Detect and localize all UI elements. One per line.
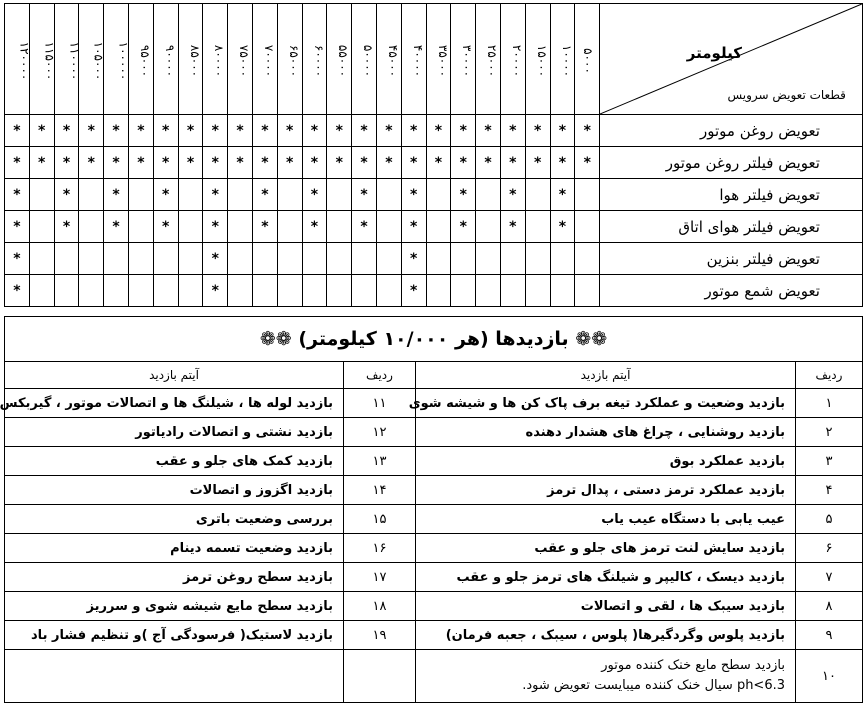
empty-cell [54,243,79,275]
service-mark: * [550,147,575,179]
inspection-item: بازدید وضعیت تسمه دینام [5,534,344,563]
service-row [5,211,863,243]
service-row [5,115,863,147]
service-mark: * [302,147,327,179]
service-mark: * [500,179,525,211]
service-mark: * [426,115,451,147]
km-value: ۱۵۰۰۰ [534,44,549,77]
service-schedule-table [4,3,863,307]
row-number: ۷ [796,563,863,592]
empty-cell [79,179,104,211]
service-mark: * [203,211,228,243]
km-column-header [29,4,57,115]
empty-cell [476,179,501,211]
empty-cell [228,275,253,307]
service-mark: * [104,115,129,147]
km-column-header [352,4,377,115]
service-row [5,243,863,275]
service-row [5,147,863,179]
empty-cell [327,179,352,211]
row-number: ۹ [796,621,863,650]
service-mark: * [550,115,575,147]
km-value: ۱۰۵۰۰۰ [91,41,106,80]
inspection-row [5,447,863,476]
km-column-header [550,4,575,115]
km-value: ۱۲۰۰۰۰ [17,41,32,80]
empty-cell [228,179,253,211]
km-column-header [79,4,104,115]
service-mark: * [451,211,476,243]
service-mark: * [525,147,550,179]
km-value: ۷۰۰۰۰ [262,44,277,77]
service-mark: * [5,179,30,211]
service-mark: * [327,115,352,147]
km-value: ۳۵۰۰۰ [435,44,450,77]
left-row-header: ردیف [344,362,416,389]
empty-cell [426,211,451,243]
empty-cell [352,243,377,275]
service-mark: * [228,115,253,147]
service-mark: * [500,211,525,243]
inspection-row [5,563,863,592]
service-mark: * [54,179,79,211]
service-mark: * [401,115,426,147]
service-mark: * [525,115,550,147]
km-value: ۳۰۰۰۰ [460,44,475,77]
inspection-item [416,650,796,703]
service-mark: * [550,179,575,211]
empty-cell [525,179,550,211]
empty-cell [79,243,104,275]
service-mark: * [451,115,476,147]
empty-cell [525,243,550,275]
service-mark: * [277,147,302,179]
service-mark: * [401,147,426,179]
km-column-header [54,4,79,115]
empty-cell [29,211,54,243]
service-mark: * [203,275,228,307]
inspection-item: بازدید وضعیت و عملکرد تیغه برف پاک کن ها و شیشه شوی [416,389,796,418]
empty-cell [29,275,54,307]
service-row [5,275,863,307]
empty-cell [376,243,401,275]
inspection-row [5,592,863,621]
km-value: ۶۰۰۰۰ [311,44,326,77]
empty-cell [344,650,416,703]
service-mark: * [401,243,426,275]
empty-cell [153,275,178,307]
service-mark: * [376,147,401,179]
service-mark: * [178,115,203,147]
inspection-row [5,534,863,563]
empty-cell [128,179,153,211]
service-mark: * [153,211,178,243]
inspection-row [5,476,863,505]
service-mark: * [79,115,104,147]
service-mark: * [451,147,476,179]
km-column-header [376,4,401,115]
service-mark: * [5,243,30,275]
km-value: ۸۵۰۰۰ [187,44,202,77]
row-number: ۱۹ [344,621,416,650]
km-value: ۹۵۰۰۰ [138,44,153,77]
empty-cell [575,275,600,307]
service-mark: * [426,147,451,179]
service-mark: * [401,275,426,307]
inspection-item: بازدید سیبک ها ، لقی و اتصالات [416,592,796,621]
inspection-row [5,621,863,650]
service-mark: * [451,179,476,211]
service-mark: * [277,115,302,147]
km-column-header [476,4,501,115]
row-number: ۱۷ [344,563,416,592]
empty-cell [128,275,153,307]
empty-cell [575,179,600,211]
km-value: ۱۰۰۰۰ [559,44,574,77]
empty-cell [476,275,501,307]
service-mark: * [153,147,178,179]
empty-cell [327,243,352,275]
km-column-header [525,4,550,115]
inspection-item-line: بازدید سطح مایع خنک کننده موتور [601,658,785,673]
service-label: تعویض روغن موتور [600,115,863,147]
km-column-header [128,4,153,115]
km-column-header [327,4,352,115]
service-mark: * [252,211,277,243]
service-mark: * [29,147,54,179]
km-column-header [302,4,327,115]
empty-cell [277,243,302,275]
empty-cell [54,275,79,307]
km-column-header [451,4,476,115]
km-value: ۴۵۰۰۰ [386,44,401,77]
service-mark: * [302,115,327,147]
empty-cell [178,243,203,275]
inspection-row [5,418,863,447]
service-row [5,179,863,211]
service-mark: * [5,211,30,243]
empty-cell [79,275,104,307]
inspection-item: بازدید روشنایی ، چراغ های هشدار دهنده [416,418,796,447]
service-mark: * [54,147,79,179]
km-column-header [228,4,253,115]
service-mark: * [352,179,377,211]
km-value: ۵۰۰۰ [581,47,596,74]
service-mark: * [352,211,377,243]
empty-cell [277,211,302,243]
service-label: تعویض شمع موتور [600,275,863,307]
row-number: ۲ [796,418,863,447]
service-mark: * [5,275,30,307]
row-number: ۳ [796,447,863,476]
empty-cell [29,179,54,211]
service-mark: * [352,115,377,147]
empty-cell [476,211,501,243]
empty-cell [575,243,600,275]
empty-cell [153,243,178,275]
empty-cell [277,275,302,307]
service-mark: * [203,179,228,211]
empty-cell [327,275,352,307]
service-mark: * [575,115,600,147]
empty-cell [327,211,352,243]
km-header-row [5,4,863,115]
service-mark: * [54,211,79,243]
service-label: تعویض فیلتر بنزین [600,243,863,275]
km-column-header [575,4,600,115]
empty-cell [376,211,401,243]
km-value: ۵۵۰۰۰ [336,44,351,77]
empty-cell [500,243,525,275]
inspection-item: بازدید نشتی و اتصالات رادیاتور [5,418,344,447]
empty-cell [575,211,600,243]
inspection-item: بازدید لاستیک( فرسودگی آج )و تنظیم فشار باد [5,621,344,650]
km-value: ۸۰۰۰۰ [212,44,227,77]
right-row-header: ردیف [796,362,863,389]
empty-cell [29,243,54,275]
service-mark: * [401,211,426,243]
empty-cell [426,179,451,211]
inspection-item: بازدید کمک های جلو و عقب [5,447,344,476]
service-mark: * [302,179,327,211]
service-mark: * [575,147,600,179]
km-value: ۹۰۰۰۰ [162,44,177,77]
empty-cell [128,211,153,243]
km-column-header [500,4,525,115]
km-column-header [178,4,203,115]
service-mark: * [153,115,178,147]
inspection-item: بازدید دیسک ، کالیپر و شیلنگ های ترمز جلو و عقب [416,563,796,592]
service-mark: * [203,243,228,275]
service-mark: * [29,115,54,147]
empty-cell [277,179,302,211]
service-mark: * [228,147,253,179]
row-number: ۱۸ [344,592,416,621]
service-mark: * [476,115,501,147]
service-label: تعویض فیلتر هوای اتاق [600,211,863,243]
service-mark: * [401,179,426,211]
inspection-item: بازدید عملکرد بوق [416,447,796,476]
inspection-item: بازدید لوله ها ، شیلنگ ها و اتصالات موتور ، گیربکس [5,389,344,418]
km-column-header [277,4,302,115]
service-mark: * [203,115,228,147]
service-mark: * [500,115,525,147]
service-mark: * [203,147,228,179]
service-mark: * [79,147,104,179]
service-mark: * [476,147,501,179]
empty-cell [376,275,401,307]
km-value: ۲۵۰۰۰ [485,44,500,77]
km-value: ۱۱۵۰۰۰ [42,41,57,80]
service-mark: * [327,147,352,179]
row-number: ۵ [796,505,863,534]
service-mark: * [252,115,277,147]
row-number: ۱۶ [344,534,416,563]
row-number: ۱۰ [796,650,863,703]
row-number: ۴ [796,476,863,505]
service-mark: * [376,115,401,147]
right-item-header: آیتم بازدید [416,362,796,389]
km-value: ۵۰۰۰۰ [361,44,376,77]
empty-cell [79,211,104,243]
service-mark: * [54,115,79,147]
empty-cell [352,275,377,307]
service-mark: * [104,211,129,243]
service-mark: * [5,115,30,147]
inspection-item: بازدید پلوس وگردگیرها( پلوس ، سیبک ، جعبه فرمان) [416,621,796,650]
corner-header-cell [600,4,863,115]
inspection-row [5,650,863,703]
service-mark: * [104,179,129,211]
inspection-table [0,316,863,703]
service-mark: * [153,179,178,211]
inspection-item: بازدید سایش لنت ترمز های جلو و عقب [416,534,796,563]
parts-header-label: قطعات تعویض سرویس [727,88,846,102]
empty-cell [178,211,203,243]
km-value: ۱۱۰۰۰۰ [66,41,81,80]
inspection-item: عیب یابی با دستگاه عیب یاب [416,505,796,534]
empty-cell [550,243,575,275]
inspection-row [5,389,863,418]
service-label: تعویض فیلتر روغن موتور [600,147,863,179]
inspection-item: بازدید سطح روغن ترمز [5,563,344,592]
km-column-header [252,4,277,115]
empty-cell [5,650,344,703]
row-number: ۱۲ [344,418,416,447]
inspection-title: ❁❁ بازدیدها (هر ۱۰/۰۰۰ کیلومتر) ❁❁ [5,317,863,362]
service-mark: * [178,147,203,179]
service-mark: * [104,147,129,179]
empty-cell [550,275,575,307]
empty-cell [228,243,253,275]
empty-cell [500,275,525,307]
empty-cell [376,179,401,211]
service-mark: * [252,147,277,179]
service-mark: * [128,147,153,179]
service-mark: * [128,115,153,147]
inspection-row [5,505,863,534]
empty-cell [525,275,550,307]
km-value: ۴۰۰۰۰ [410,44,425,77]
km-value: ۷۵۰۰۰ [237,44,252,77]
empty-cell [451,243,476,275]
empty-cell [128,243,153,275]
empty-cell [252,275,277,307]
empty-cell [302,275,327,307]
km-column-header [5,4,30,115]
empty-cell [302,243,327,275]
service-mark: * [5,147,30,179]
empty-cell [451,275,476,307]
service-mark: * [302,211,327,243]
inspection-item: بررسی وضعیت باتری [5,505,344,534]
service-mark: * [500,147,525,179]
row-number: ۱۱ [344,389,416,418]
km-column-header [104,4,129,115]
km-value: ۱۰۰۰۰۰ [116,41,131,80]
row-number: ۱۵ [344,505,416,534]
km-value: ۲۰۰۰۰ [510,44,525,77]
inspection-item: بازدید اگزوز و اتصالات [5,476,344,505]
empty-cell [426,243,451,275]
km-value: ۶۵۰۰۰ [286,44,301,77]
empty-cell [104,243,129,275]
empty-cell [476,243,501,275]
empty-cell [178,179,203,211]
row-number: ۱۴ [344,476,416,505]
row-number: ۶ [796,534,863,563]
service-mark: * [352,147,377,179]
km-column-header [401,4,426,115]
service-label: تعویض فیلتر هوا [600,179,863,211]
page [0,3,864,697]
km-header-label: کیلومتر [686,44,742,62]
km-column-header [203,4,228,115]
row-number: ۸ [796,592,863,621]
empty-cell [252,243,277,275]
inspection-item-note: ph<6.3 سیال خنک کننده میبایست تعویض شود. [522,678,785,693]
inspection-item: بازدید عملکرد ترمز دستی ، پدال ترمز [416,476,796,505]
km-column-header [153,4,178,115]
km-column-header [426,4,451,115]
empty-cell [178,275,203,307]
empty-cell [426,275,451,307]
row-number: ۱۳ [344,447,416,476]
service-mark: * [252,179,277,211]
empty-cell [228,211,253,243]
service-mark: * [550,211,575,243]
empty-cell [525,211,550,243]
left-item-header: آیتم بازدید [5,362,344,389]
row-number: ۱ [796,389,863,418]
inspection-item: بازدید سطح مایع شیشه شوی و سرریز [5,592,344,621]
empty-cell [104,275,129,307]
